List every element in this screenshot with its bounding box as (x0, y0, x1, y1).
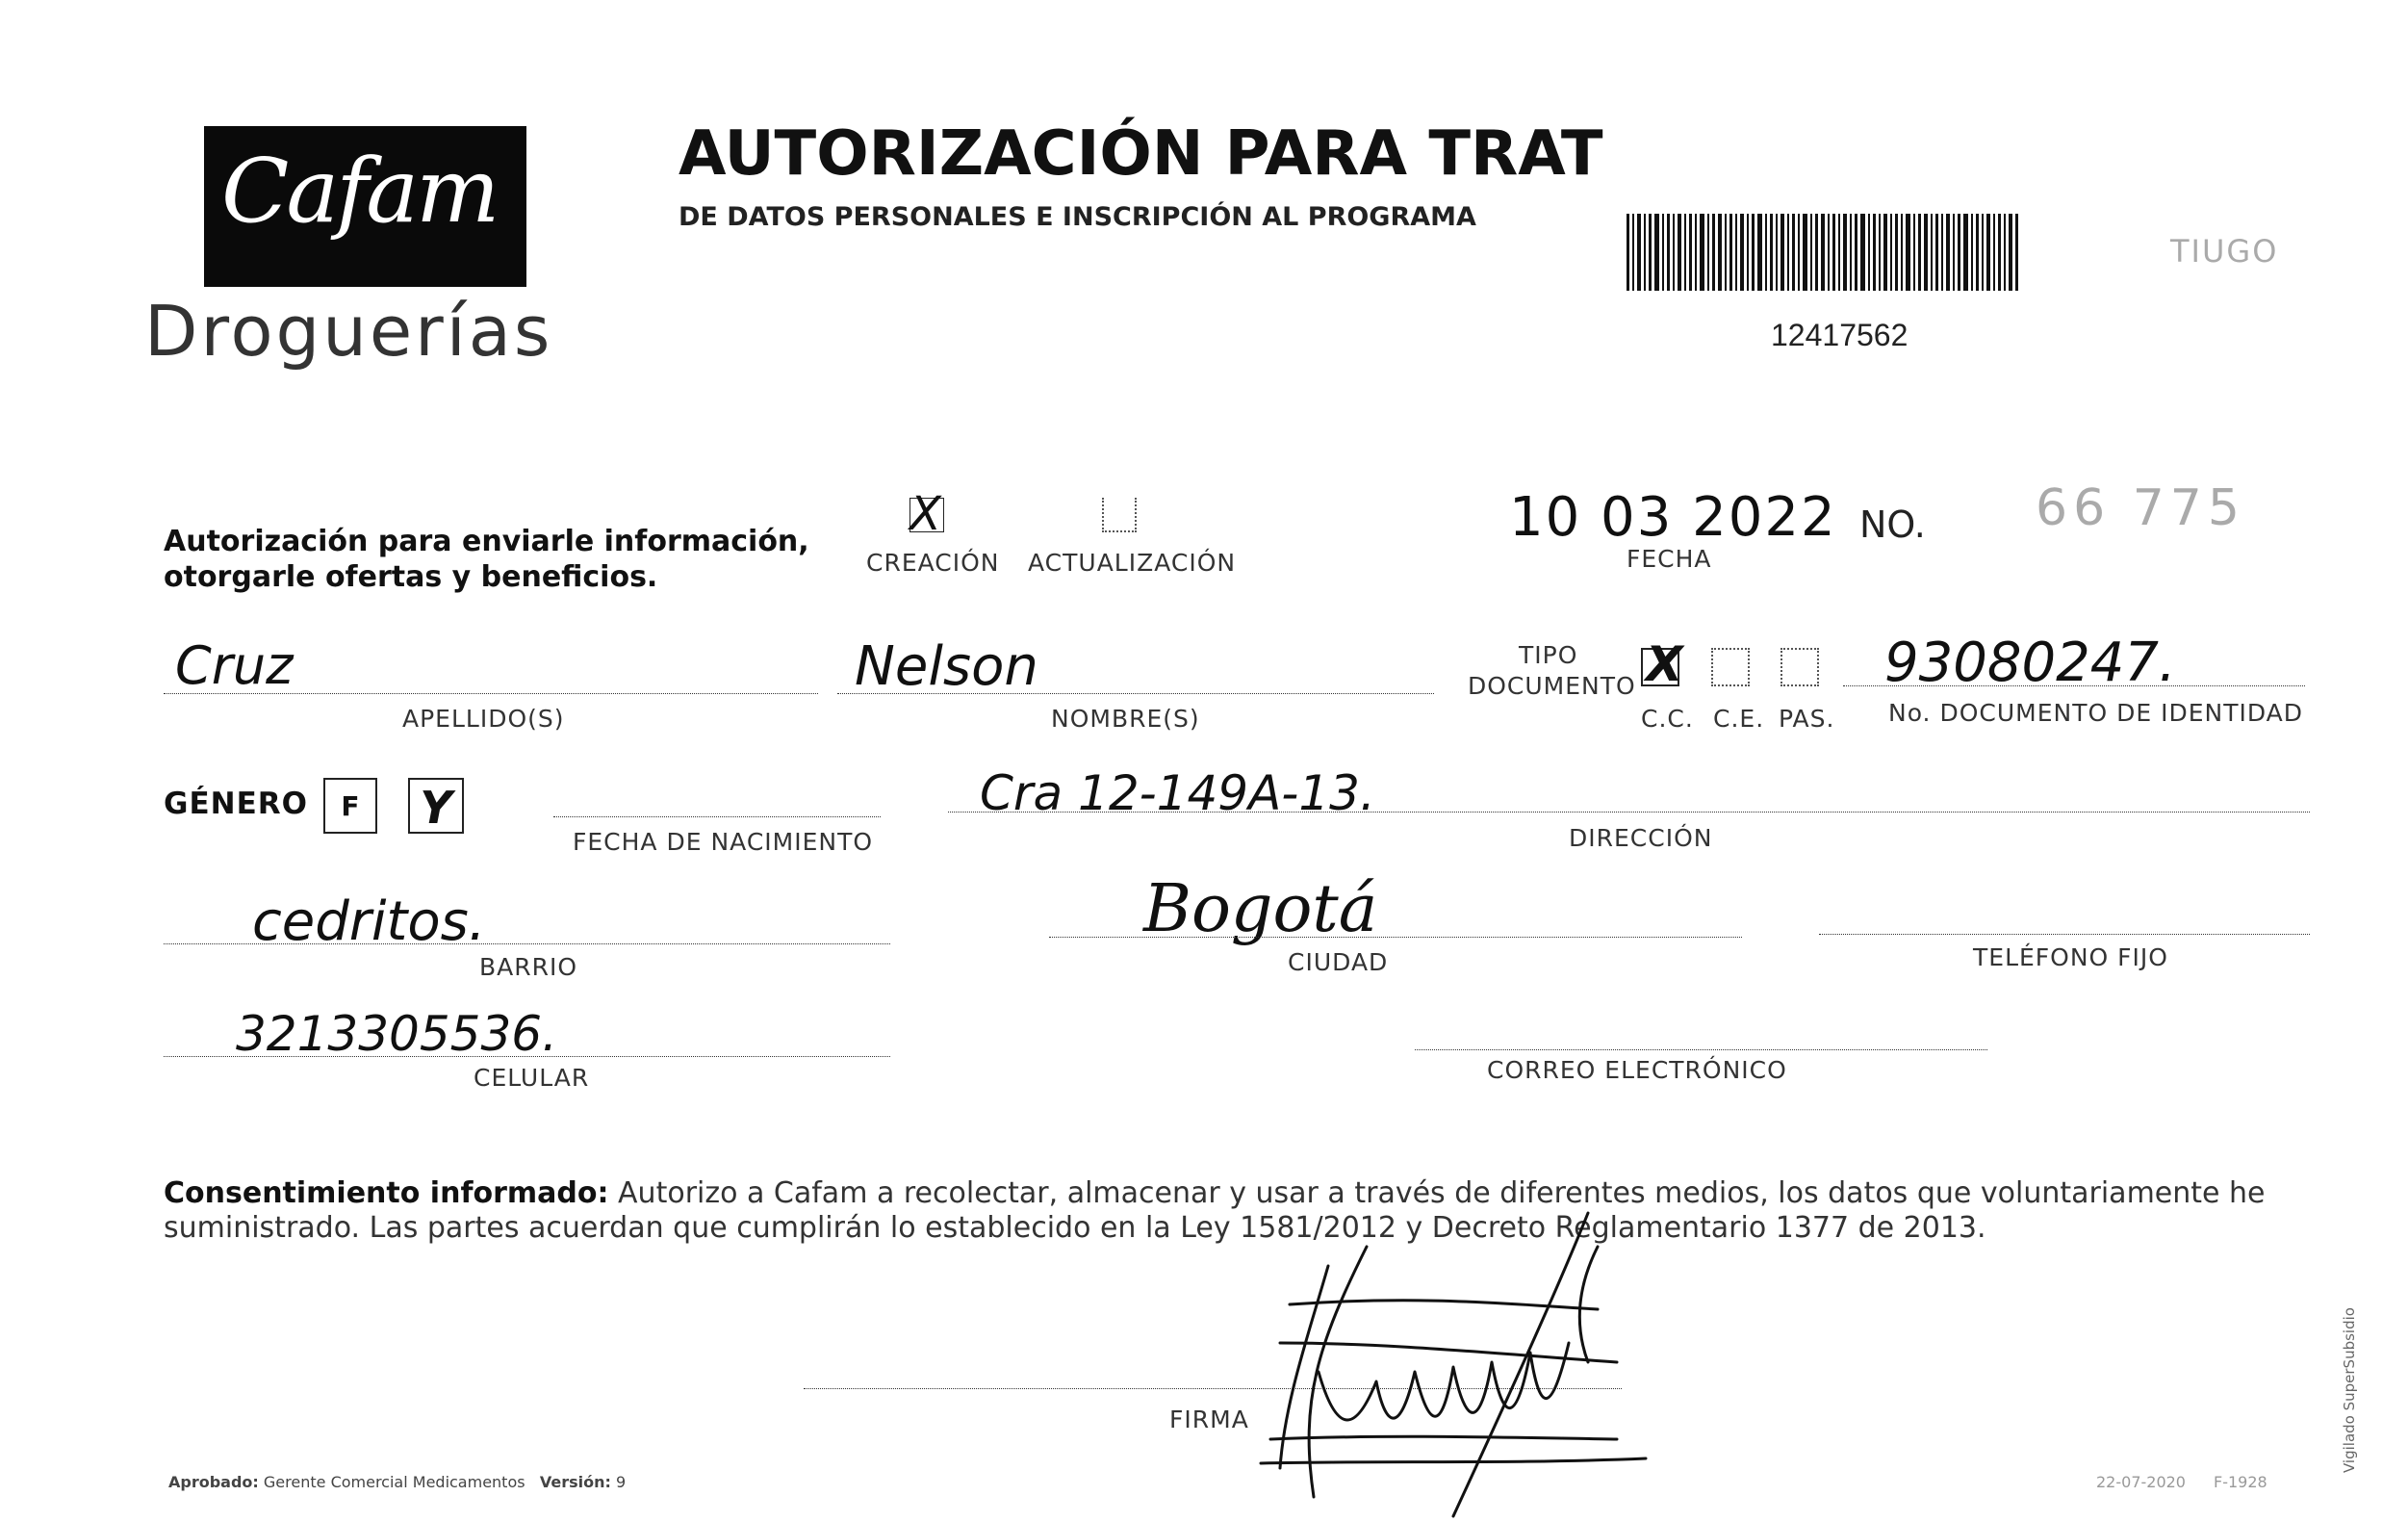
f-label: F (341, 790, 360, 822)
footer-approved (168, 1473, 626, 1491)
ciudad-value: Bogotá (1143, 871, 1378, 947)
tipo-label-1: TIPO (1519, 641, 1578, 669)
doc-label: No. DOCUMENTO DE IDENTIDAD (1888, 699, 2304, 727)
barcode-number: 12417562 (1771, 318, 1908, 352)
no-label: NO. (1859, 503, 1926, 546)
corner-stamp: TIUGO (2170, 233, 2279, 270)
celular-line (164, 1056, 890, 1057)
correo-line (1415, 1049, 1987, 1050)
tipo-label-2: DOCUMENTO (1468, 672, 1636, 700)
apellido-label: APELLIDO(S) (402, 705, 565, 733)
signature-scribble (1193, 1208, 1790, 1522)
consent-line1 (164, 1176, 2305, 1210)
doc-value: 93080247. (1884, 632, 2176, 694)
consent-text1: Autorizo a Cafam a recolectar, almacenar y usar a través de diferentes medios, los datos que voluntariamente he (608, 1176, 2266, 1210)
nombre-value: Nelson (855, 635, 1038, 698)
apellido-line (164, 693, 818, 694)
telefono-line (1819, 934, 2310, 935)
no-value: 66 775 (2036, 479, 2245, 537)
fecha-value: 10 03 2022 (1509, 486, 1837, 549)
brand-logo (204, 126, 526, 287)
cc-label: C.C. (1641, 705, 1694, 733)
nombre-line (837, 693, 1434, 694)
version-value: 9 (615, 1473, 627, 1491)
ce-checkbox[interactable] (1711, 648, 1750, 686)
ciudad-line (1049, 937, 1742, 938)
intro-text-line1: Autorización para enviarle información, (164, 525, 809, 558)
f-checkbox[interactable] (323, 778, 377, 834)
fecha-nac-label: FECHA DE NACIMIENTO (573, 828, 874, 856)
aprobado-value: Gerente Comercial Medicamentos (263, 1473, 525, 1491)
pas-label: PAS. (1779, 705, 1835, 733)
page-title: AUTORIZACIÓN PARA TRAT (679, 118, 1603, 190)
celular-label: CELULAR (474, 1064, 590, 1092)
creacion-mark: X (909, 487, 941, 541)
direccion-label: DIRECCIÓN (1569, 824, 1713, 852)
side-vigilado-text: Vigilado SuperSubsidio (2341, 1307, 2358, 1473)
version-label: Versión: (539, 1473, 611, 1491)
telefono-label: TELÉFONO FIJO (1973, 943, 2168, 971)
brand-subtext: Droguerías (144, 291, 553, 372)
fecha-nac-line (553, 816, 881, 817)
apellido-value: Cruz (175, 635, 294, 696)
actualizacion-label: ACTUALIZACIÓN (1028, 549, 1237, 577)
genero-label: GÉNERO (164, 787, 308, 821)
ciudad-label: CIUDAD (1288, 948, 1389, 976)
fecha-label: FECHA (1627, 545, 1712, 573)
ce-label: C.E. (1713, 705, 1765, 733)
direccion-value: Cra 12-149A-13. (980, 765, 1375, 821)
footer-form-code: F-1928 (2214, 1473, 2267, 1491)
page-subtitle: DE DATOS PERSONALES E INSCRIPCIÓN AL PROGRAMA (679, 202, 1476, 232)
direccion-line (948, 812, 2310, 813)
consent-line2: suministrado. Las partes acuerdan que cumplirán lo establecido en la Ley 1581/2012 y Decreto Reglamentario 1377 de 2013. (164, 1211, 1986, 1245)
pas-checkbox[interactable] (1780, 648, 1819, 686)
footer-date-code: 22-07-2020 (2096, 1473, 2186, 1491)
actualizacion-checkbox[interactable] (1102, 498, 1137, 532)
nombre-label: NOMBRE(S) (1051, 705, 1200, 733)
firma-label: FIRMA (1169, 1406, 1249, 1433)
m-checkbox[interactable] (408, 778, 464, 834)
barrio-line (164, 943, 890, 944)
barcode (1627, 214, 2021, 291)
consent-bold: Consentimiento informado: (164, 1176, 609, 1210)
cc-mark: X (1646, 636, 1683, 692)
intro-text-line2: otorgarle ofertas y beneficios. (164, 560, 658, 594)
doc-line (1843, 685, 2305, 686)
barrio-value: cedritos. (252, 890, 486, 953)
logo-text: Cafam (221, 140, 498, 243)
celular-value: 3213305536. (236, 1006, 558, 1062)
m-mark: Y (420, 782, 452, 834)
creacion-label: CREACIÓN (866, 549, 1000, 577)
aprobado-label: Aprobado: (168, 1473, 259, 1491)
correo-label: CORREO ELECTRÓNICO (1487, 1056, 1787, 1084)
barrio-label: BARRIO (479, 953, 578, 981)
